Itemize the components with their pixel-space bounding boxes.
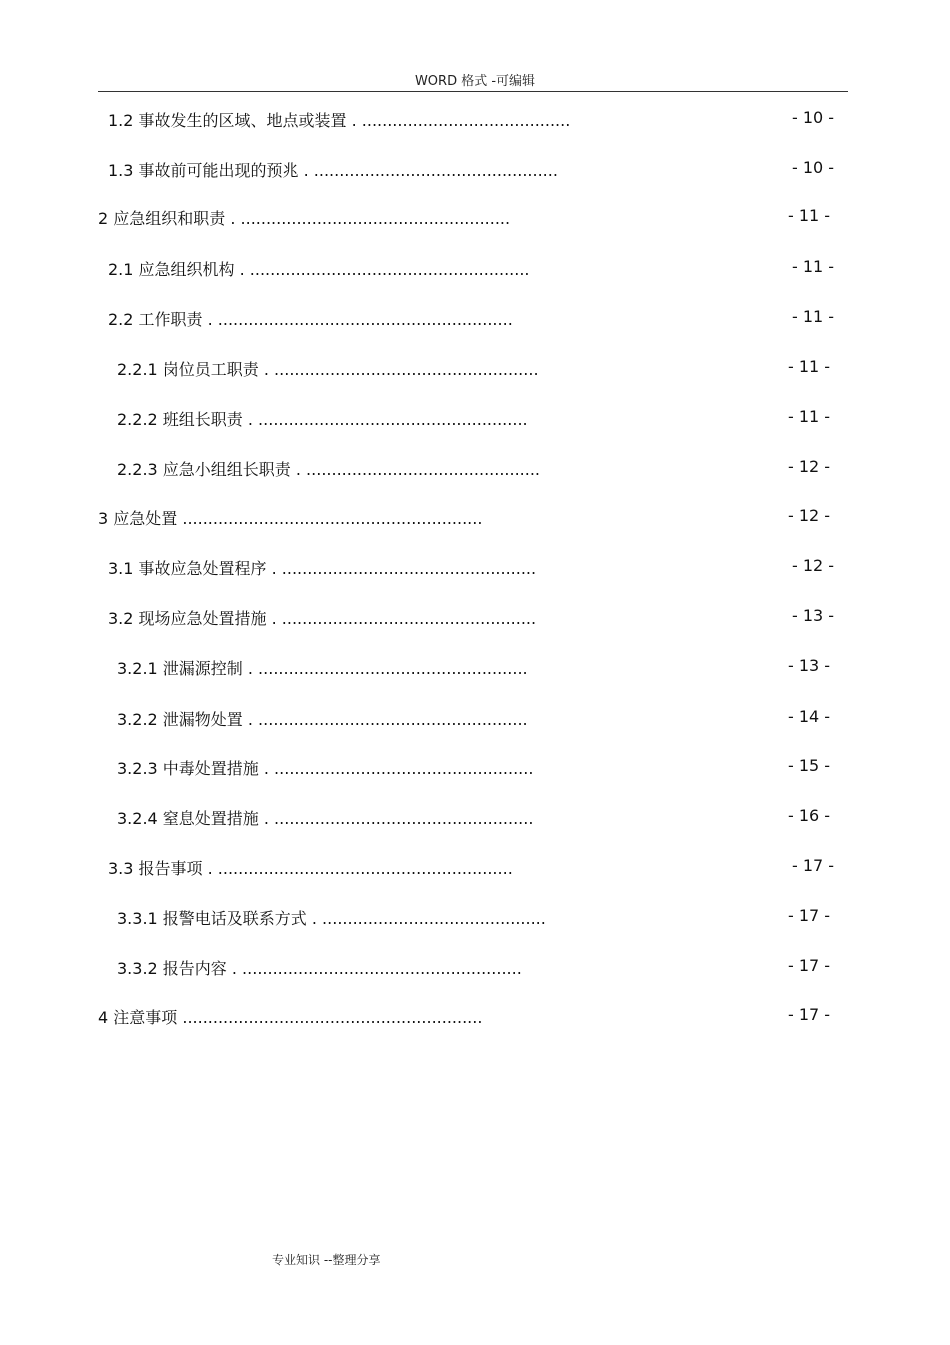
toc-entry-title: 3.3.1 报警电话及联系方式 . ............................................ bbox=[117, 909, 546, 928]
toc-entry-2[interactable] bbox=[0, 206, 950, 230]
toc-entry-page: - 10 - bbox=[792, 158, 835, 177]
toc-entry-page: - 11 - bbox=[792, 257, 835, 276]
toc-entry-3-2-3[interactable] bbox=[0, 756, 950, 780]
toc-entry-page: - 12 - bbox=[788, 506, 831, 525]
toc-entry-title: 3.1 事故应急处置程序 . .................................................. bbox=[108, 559, 537, 578]
toc-entry-1-3[interactable] bbox=[0, 158, 950, 182]
toc-entry-page: - 12 - bbox=[788, 457, 831, 476]
toc-entry-3-2-1[interactable] bbox=[0, 656, 950, 680]
toc-entry-title: 2.2.3 应急小组组长职责 . .............................................. bbox=[117, 460, 541, 479]
toc-entry-3[interactable] bbox=[0, 506, 950, 530]
toc-entry-3-1[interactable] bbox=[0, 556, 950, 580]
toc-entry-3-3[interactable] bbox=[0, 856, 950, 880]
toc-entry-page: - 14 - bbox=[788, 707, 831, 726]
toc-entry-title: 3.2.3 中毒处置措施 . ................................................... bbox=[117, 759, 534, 778]
toc-entry-title: 2 应急组织和职责 . ..................................................... bbox=[98, 209, 511, 228]
toc-entry-title: 1.3 事故前可能出现的预兆 . ................................................ bbox=[108, 161, 558, 180]
page-footer: 专业知识 --整理分享 bbox=[272, 1253, 381, 1267]
toc-entry-title: 3.2.2 泄漏物处置 . ..................................................... bbox=[117, 710, 528, 729]
toc-entry-page: - 12 - bbox=[792, 556, 835, 575]
toc-entry-3-2-4[interactable] bbox=[0, 806, 950, 830]
toc-entry-1-2[interactable] bbox=[0, 108, 950, 132]
toc-entry-page: - 11 - bbox=[788, 357, 831, 376]
toc-entry-page: - 11 - bbox=[788, 206, 831, 225]
toc-entry-page: - 11 - bbox=[792, 307, 835, 326]
toc-entry-title: 2.2.1 岗位员工职责 . .................................................... bbox=[117, 360, 539, 379]
toc-entry-title: 2.1 应急组织机构 . ....................................................... bbox=[108, 260, 530, 279]
toc-entry-page: - 15 - bbox=[788, 756, 831, 775]
toc-entry-3-3-1[interactable] bbox=[0, 906, 950, 930]
toc-entry-page: - 17 - bbox=[788, 1005, 831, 1024]
toc-entry-3-2-2[interactable] bbox=[0, 707, 950, 731]
toc-entry-title: 3.2.1 泄漏源控制 . ..................................................... bbox=[117, 659, 528, 678]
toc-entry-3-2[interactable] bbox=[0, 606, 950, 630]
toc-entry-title: 3.3 报告事项 . .......................................................... bbox=[108, 859, 513, 878]
toc-entry-title: 4 注意事项 ........................................................... bbox=[98, 1008, 483, 1027]
toc-entry-page: - 13 - bbox=[788, 656, 831, 675]
toc-entry-title: 3.2 现场应急处置措施 . .................................................. bbox=[108, 609, 537, 628]
toc-entry-title: 2.2.2 班组长职责 . ..................................................... bbox=[117, 410, 528, 429]
toc-entry-title: 1.2 事故发生的区域、地点或装置 . ......................................... bbox=[108, 111, 571, 130]
page-header: WORD 格式 -可编辑 bbox=[414, 74, 536, 89]
toc-entry-title: 3.2.4 窒息处置措施 . ................................................... bbox=[117, 809, 534, 828]
toc-entry-4[interactable] bbox=[0, 1005, 950, 1029]
toc-entry-page: - 13 - bbox=[792, 606, 835, 625]
toc-entry-title: 3 应急处置 ........................................................... bbox=[98, 509, 483, 528]
toc-entry-3-3-2[interactable] bbox=[0, 956, 950, 980]
toc-entry-page: - 10 - bbox=[792, 108, 835, 127]
toc-entry-2-1[interactable] bbox=[0, 257, 950, 281]
toc-entry-page: - 11 - bbox=[788, 407, 831, 426]
toc-entry-page: - 16 - bbox=[788, 806, 831, 825]
toc-entry-2-2-3[interactable] bbox=[0, 457, 950, 481]
toc-entry-page: - 17 - bbox=[788, 956, 831, 975]
toc-entry-page: - 17 - bbox=[788, 906, 831, 925]
toc-entry-title: 2.2 工作职责 . .......................................................... bbox=[108, 310, 513, 329]
toc-entry-2-2-2[interactable] bbox=[0, 407, 950, 431]
toc-entry-2-2[interactable] bbox=[0, 307, 950, 331]
toc-entry-2-2-1[interactable] bbox=[0, 357, 950, 381]
toc-entry-title: 3.3.2 报告内容 . ....................................................... bbox=[117, 959, 522, 978]
toc-entry-page: - 17 - bbox=[792, 856, 835, 875]
